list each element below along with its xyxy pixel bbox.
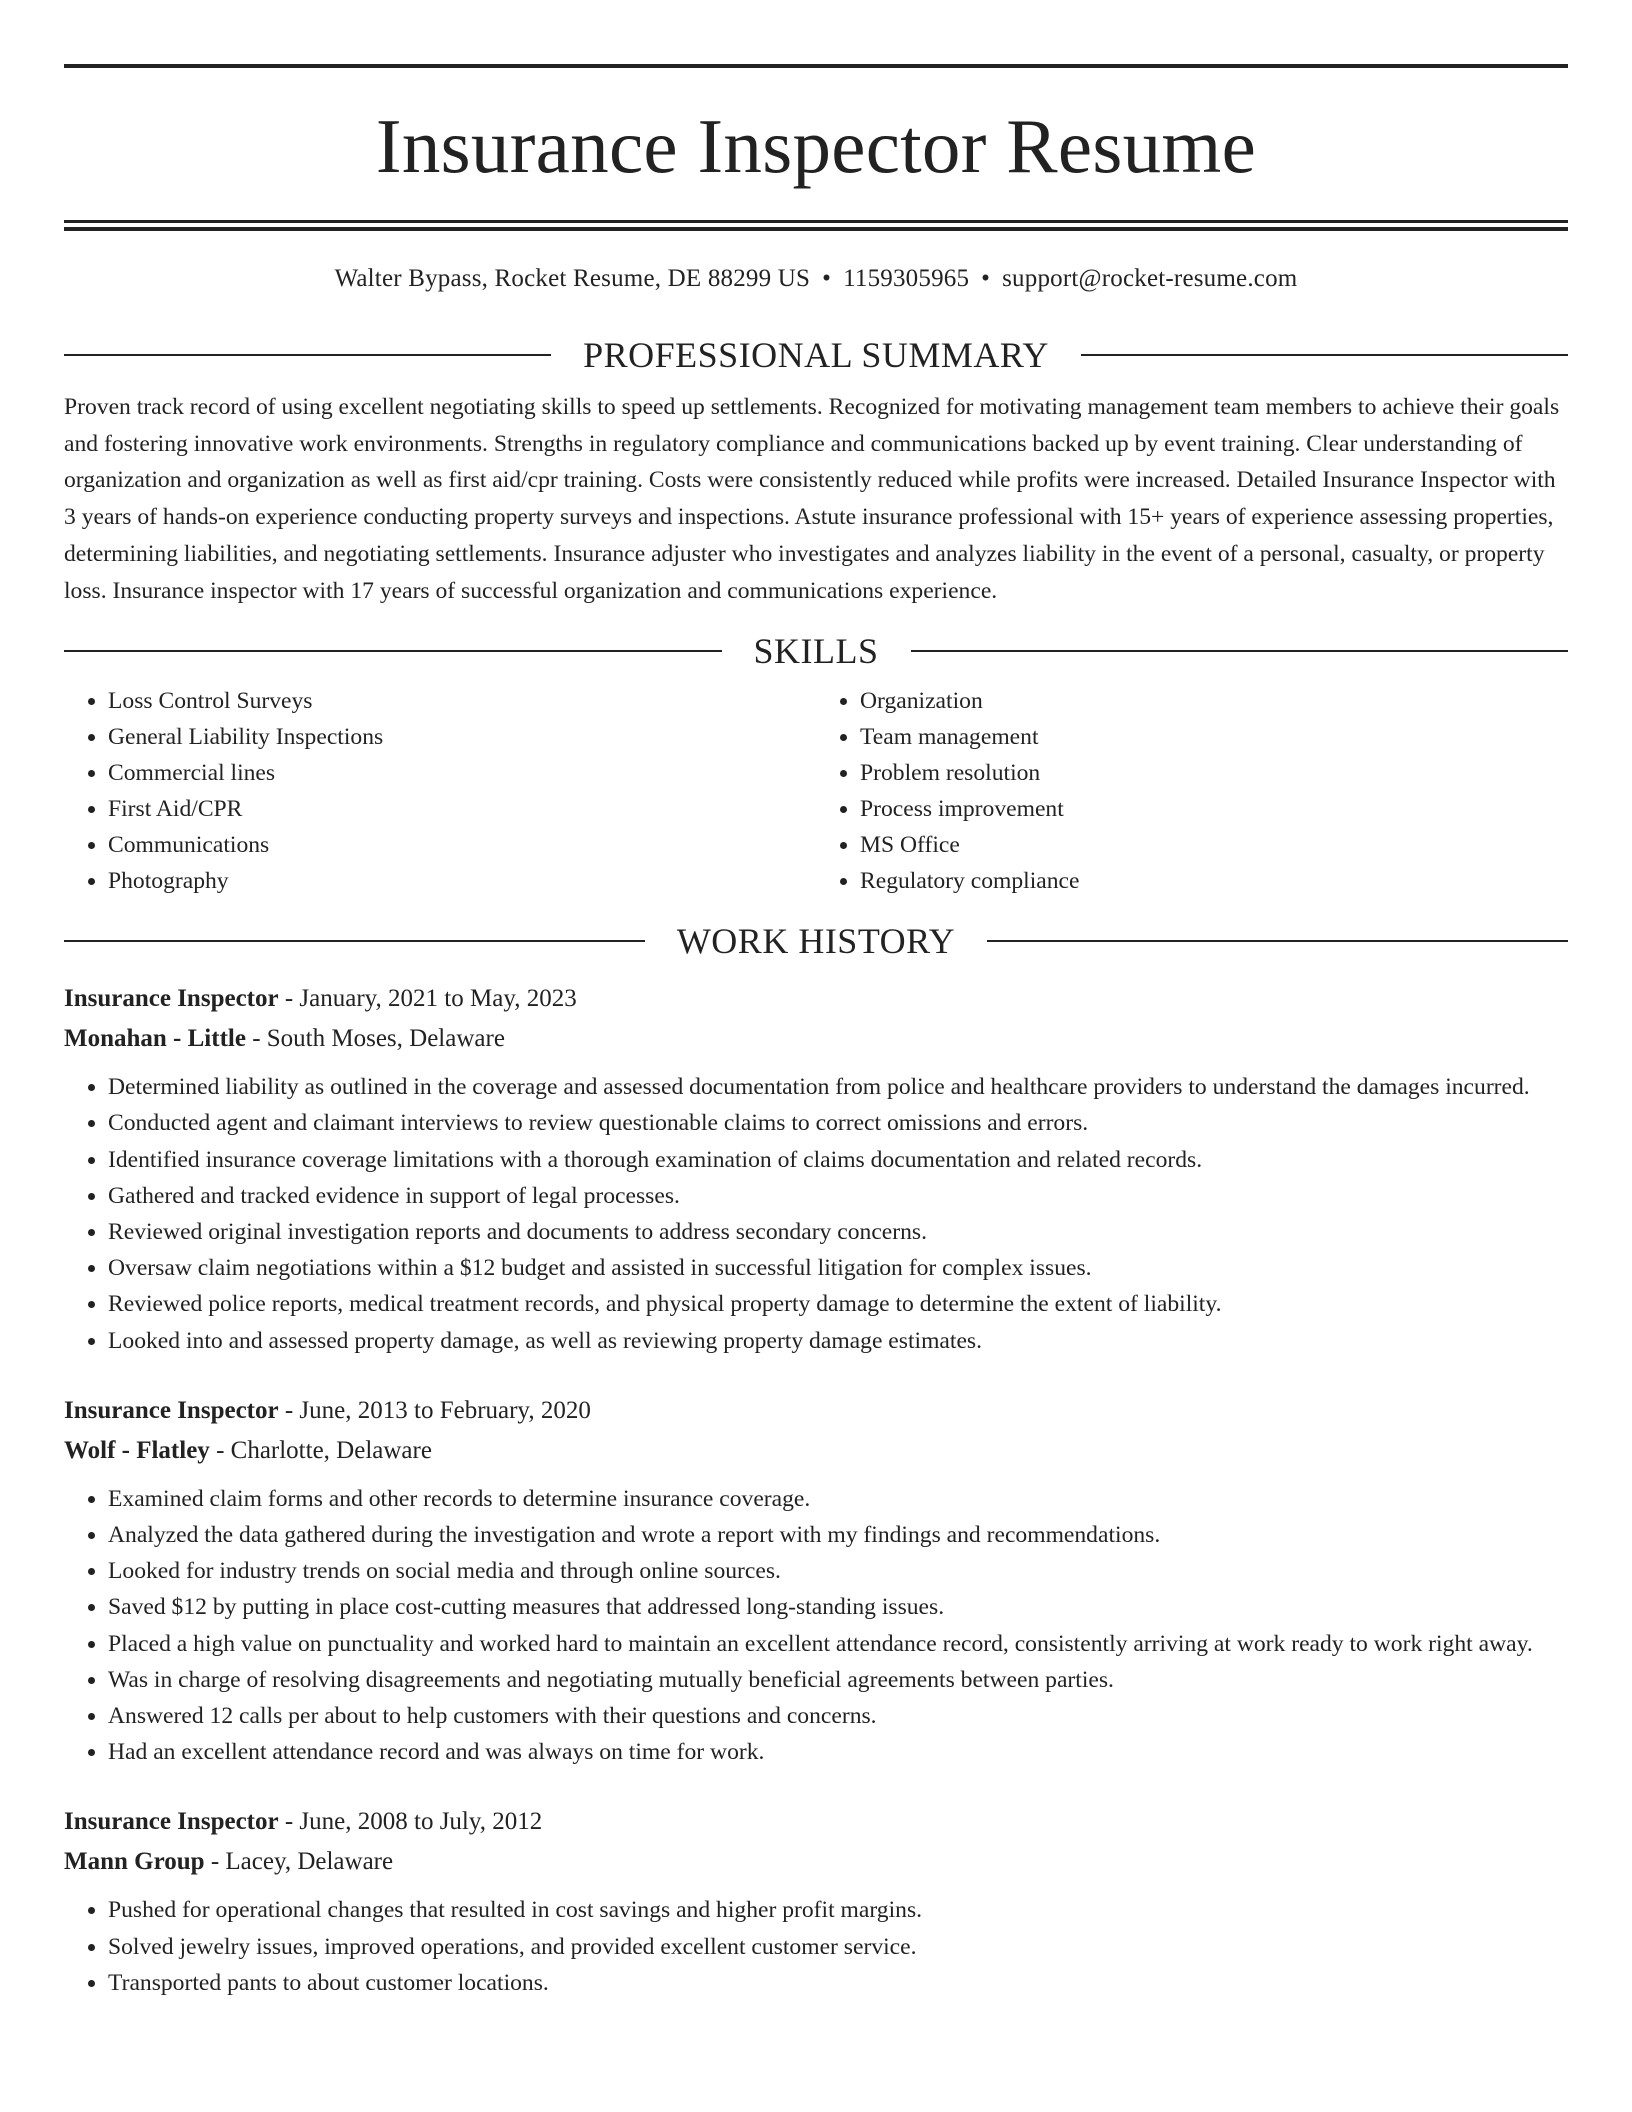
skill-item: • Photography xyxy=(108,863,816,899)
contact-email: support@rocket-resume.com xyxy=(1002,265,1298,292)
job-dates: - June, 2008 to July, 2012 xyxy=(278,1808,543,1836)
skill-item: • Loss Control Surveys xyxy=(108,683,816,719)
skill-item: • General Liability Inspections xyxy=(108,719,816,755)
job-entry xyxy=(64,1391,1568,1771)
contact-line xyxy=(64,263,1568,295)
job-title: Insurance Inspector xyxy=(64,1396,279,1424)
job-bullet: • Had an excellent attendance record and was always on time for work. xyxy=(108,1734,1568,1770)
job-location: - Lacey, Delaware xyxy=(204,1848,394,1876)
skill-item: • Commercial lines xyxy=(108,755,816,791)
job-entry xyxy=(64,979,1568,1359)
job-company: Mann Group xyxy=(64,1848,205,1876)
job-bullet: • Reviewed original investigation reports and documents to address secondary concerns. xyxy=(108,1214,1568,1250)
page-title: Insurance Inspector Resume xyxy=(375,103,1257,189)
job-bullet: • Pushed for operational changes that resulted in cost savings and higher profit margins. xyxy=(108,1892,1568,1928)
job-dates: - June, 2013 to February, 2020 xyxy=(278,1396,591,1424)
job-bullet: • Solved jewelry issues, improved operations, and provided excellent customer service. xyxy=(108,1929,1568,1965)
job-bullet: • Examined claim forms and other records to determine insurance coverage. xyxy=(108,1481,1568,1517)
title-double-rule xyxy=(64,220,1568,231)
job-bullet: • Gathered and tracked evidence in support of legal processes. xyxy=(108,1178,1568,1214)
summary-heading xyxy=(64,333,1568,377)
job-company: Monahan - Little xyxy=(64,1025,246,1053)
contact-separator: • xyxy=(981,265,991,292)
work-history-heading xyxy=(64,919,1568,963)
skill-item: • Problem resolution xyxy=(860,755,1568,791)
job-bullets xyxy=(64,1892,1568,2001)
job-location: - South Moses, Delaware xyxy=(245,1025,505,1053)
job-bullet: • Looked for industry trends on social media and through online sources. xyxy=(108,1553,1568,1589)
job-bullets xyxy=(64,1069,1568,1359)
contact-address: Walter Bypass, Rocket Resume, DE 88299 US xyxy=(334,265,811,292)
job-dates: - January, 2021 to May, 2023 xyxy=(278,985,577,1013)
job-bullet: • Answered 12 calls per about to help customers with their questions and concerns. xyxy=(108,1698,1568,1734)
heading-rule xyxy=(64,354,551,356)
job-bullet: • Determined liability as outlined in the coverage and assessed documentation from police and healthcare providers to understand the damages incurred. xyxy=(108,1069,1568,1105)
contact-phone: 1159305965 xyxy=(843,265,970,292)
job-title-line xyxy=(64,1802,1568,1842)
job-bullet: • Saved $12 by putting in place cost-cutting measures that addressed long-standing issues. xyxy=(108,1589,1568,1625)
job-bullet: • Transported pants to about customer locations. xyxy=(108,1965,1568,2001)
skill-item: • Communications xyxy=(108,827,816,863)
job-bullet: • Was in charge of resolving disagreements and negotiating mutually beneficial agreements between parties. xyxy=(108,1662,1568,1698)
job-bullet: • Looked into and assessed property damage, as well as reviewing property damage estimates. xyxy=(108,1323,1568,1359)
skill-item: • Team management xyxy=(860,719,1568,755)
skills-list xyxy=(64,683,1568,899)
job-company: Wolf - Flatley xyxy=(64,1436,210,1464)
job-title-line xyxy=(64,979,1568,1019)
job-bullet: • Identified insurance coverage limitations with a thorough examination of claims documentation and related records. xyxy=(108,1142,1568,1178)
heading-rule xyxy=(911,650,1569,652)
job-bullet: • Conducted agent and claimant interviews to review questionable claims to correct omissions and errors. xyxy=(108,1105,1568,1141)
job-bullets xyxy=(64,1481,1568,1771)
summary-text: Proven track record of using excellent negotiating skills to speed up settlements. Recognized for motivating management team members to achieve their goals and fostering innovative work environments. Strengths in regulatory compliance and communications backed up by event training. Clear understanding of organization and organization as well as first aid/cpr training. Costs were consistently reduced while profits were increased. Detailed Insurance Inspector with 3 years of hands-on experience conducting property surveys and inspections. Astute insurance professional with 15+ years of experience assessing properties, determining liabilities, and negotiating settlements. Insurance adjuster who investigates and analyzes liability in the event of a personal, casualty, or property loss. Insurance inspector with 17 years of successful organization and communications experience. xyxy=(64,394,1560,604)
job-company-line xyxy=(64,1842,1568,1882)
job-bullet: • Analyzed the data gathered during the investigation and wrote a report with my findings and recommendations. xyxy=(108,1517,1568,1553)
skill-item: • First Aid/CPR xyxy=(108,791,816,827)
skill-item: • Process improvement xyxy=(860,791,1568,827)
job-bullet: • Oversaw claim negotiations within a $12 budget and assisted in successful litigation for complex issues. xyxy=(108,1250,1568,1286)
heading-rule xyxy=(987,940,1568,942)
job-title-line xyxy=(64,1391,1568,1431)
work-history-heading-label: WORK HISTORY xyxy=(676,921,956,962)
heading-rule xyxy=(1081,354,1568,356)
heading-rule xyxy=(64,650,722,652)
heading-rule xyxy=(64,940,645,942)
job-bullet: • Reviewed police reports, medical treatment records, and physical property damage to determine the extent of liability. xyxy=(108,1286,1568,1322)
resume-page xyxy=(64,64,1568,2001)
skills-column-left xyxy=(64,683,816,899)
skill-item: • Organization xyxy=(860,683,1568,719)
job-location: - Charlotte, Delaware xyxy=(209,1436,432,1464)
skill-item: • MS Office xyxy=(860,827,1568,863)
contact-separator: • xyxy=(822,265,832,292)
job-title: Insurance Inspector xyxy=(64,985,279,1013)
skills-column-right xyxy=(816,683,1568,899)
skill-item: • Regulatory compliance xyxy=(860,863,1568,899)
skills-heading xyxy=(64,629,1568,673)
job-title: Insurance Inspector xyxy=(64,1808,279,1836)
job-entry xyxy=(64,1802,1568,2001)
job-company-line xyxy=(64,1431,1568,1471)
skills-heading-label: SKILLS xyxy=(753,631,879,672)
job-company-line xyxy=(64,1019,1568,1059)
top-rule xyxy=(64,64,1568,68)
job-bullet: • Placed a high value on punctuality and worked hard to maintain an excellent attendance record, consistently arriving at work ready to work right away. xyxy=(108,1626,1568,1662)
summary-heading-label: PROFESSIONAL SUMMARY xyxy=(583,335,1049,375)
